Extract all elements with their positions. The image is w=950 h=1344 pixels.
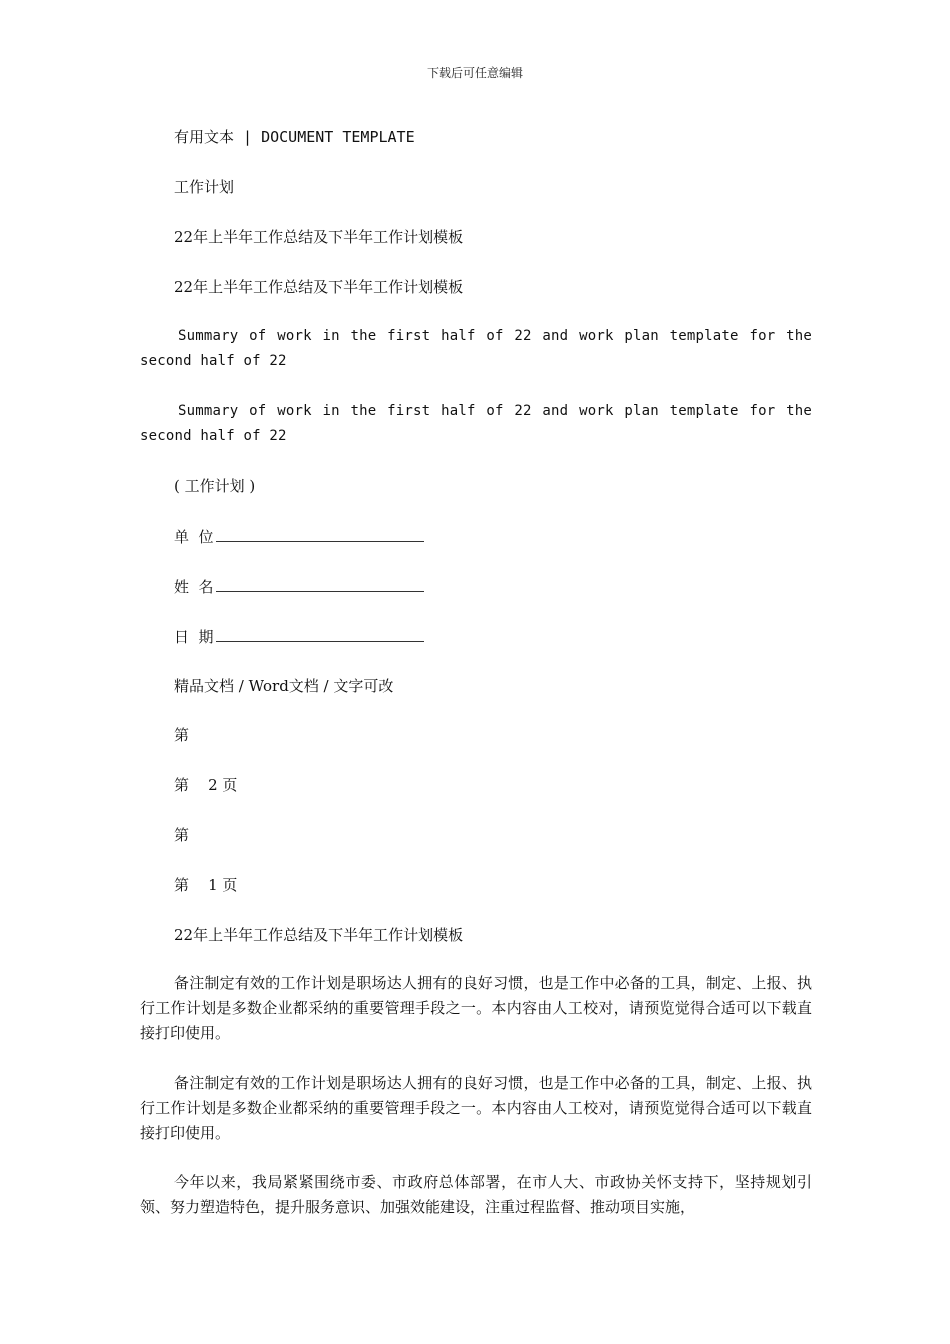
- header-note: 下载后可任意编辑: [426, 66, 523, 80]
- field-date: [174, 626, 424, 647]
- doc-english-title-repeat: Summary of work in the first half of 22 and work plan template for the second half of 22: [140, 403, 812, 444]
- page-marker: 第: [174, 826, 190, 844]
- doc-title-repeat: 22年上半年工作总结及下半年工作计划模板: [174, 278, 464, 296]
- field-date-blank: [216, 626, 424, 642]
- doc-english-title: Summary of work in the first half of 22 and work plan template for the second half of 22: [140, 328, 812, 369]
- doc-tagline: 精品文档 / Word文档 / 文字可改: [174, 677, 394, 695]
- page-number: 第 2 页: [174, 776, 238, 794]
- page-marker: 第: [174, 726, 190, 744]
- field-name-blank: [216, 576, 424, 592]
- field-unit: [174, 526, 424, 547]
- field-unit-blank: [216, 526, 424, 542]
- doc-category: 工作计划: [174, 178, 235, 196]
- body-paragraph: 备注制定有效的工作计划是职场达人拥有的良好习惯，也是工作中必备的工具，制定、上报、执行工作计划是多数企业都采纳的重要管理手段之一。本内容由人工校对，请预览觉得合适可以下载直接打印使用。: [140, 974, 812, 1042]
- body-paragraph: 备注制定有效的工作计划是职场达人拥有的良好习惯，也是工作中必备的工具，制定、上报、执行工作计划是多数企业都采纳的重要管理手段之一。本内容由人工校对，请预览觉得合适可以下载直接打印使用。: [140, 1074, 812, 1142]
- body-title: 22年上半年工作总结及下半年工作计划模板: [174, 926, 464, 944]
- field-unit-label: 单 位: [174, 528, 214, 546]
- doc-category-paren: ( 工作计划 ): [174, 477, 256, 495]
- page-number: 第 1 页: [174, 876, 238, 894]
- field-date-label: 日 期: [174, 628, 214, 646]
- body-paragraph: 今年以来，我局紧紧围绕市委、市政府总体部署，在市人大、市政协关怀支持下，坚持规划引领、努力塑造特色，提升服务意识、加强效能建设，注重过程监督、推动项目实施，: [140, 1173, 812, 1216]
- doc-brand: 有用文本 | DOCUMENT TEMPLATE: [174, 128, 415, 146]
- doc-title: 22年上半年工作总结及下半年工作计划模板: [174, 228, 464, 246]
- field-name-label: 姓 名: [174, 578, 214, 596]
- field-name: [174, 576, 424, 597]
